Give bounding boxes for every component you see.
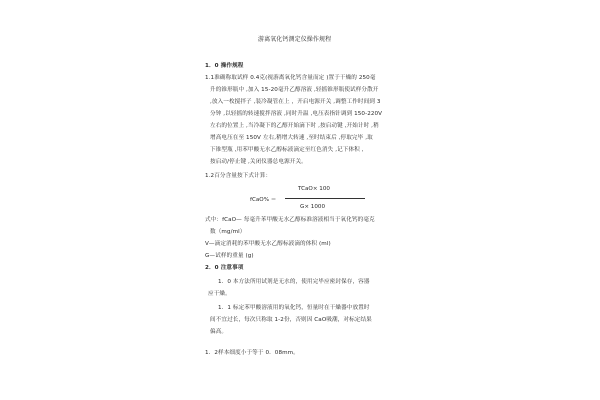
section-1-heading: 1．0 操作规程: [205, 63, 244, 69]
note-line: 间不宜过长，每次只称取 1-2份，否则因 CaO吸潮，对标定结果: [210, 317, 372, 323]
fraction-bar: [285, 198, 365, 199]
section-2-heading: 2．0 注意事项: [205, 265, 244, 271]
formula-intro: 1.2百分含量按下式计算：: [205, 173, 272, 179]
paragraph-line: 分钟 ,以轻摇的转速搅拌溶液 ,同时升温 ,电压表指针调到 150-220V: [210, 111, 383, 117]
paragraph-line: 下锥型瓶 ,用苯甲酸无水乙醇标液滴定至红色消失 ,记下体积 ,: [210, 147, 364, 153]
note-line: 偏高。: [210, 329, 228, 335]
paragraph-line: 1.1准确称取试样 0.4克(视游离氧化钙含量而定 )置于干燥的 250毫: [205, 75, 376, 81]
definition-line: V—滴定消耗的苯甲酸无水乙醇标液滴的体积 (ml): [205, 241, 331, 247]
paragraph-line: ,放入一枚搅拌子 ,装冷凝管在上 ，开启电源开关 ,调整工作时间到 3: [210, 99, 381, 105]
note-line: 1．1 标定苯甲酸溶液用的氧化钙，恒量时在干燥器中放置时: [218, 305, 370, 311]
definition-line: G—试样的重量 (g): [205, 253, 254, 259]
formula-numerator: TCaO× 100: [298, 186, 330, 192]
definition-line: 式中：fCaO— 每毫升苯甲酸无水乙醇标准溶液相当于氧化钙的毫克: [205, 217, 375, 223]
note-line: 1．0 本方法所用试剂是无水的，使用完毕应密封保存，容器: [218, 279, 370, 285]
note-line: 1．2样本细度小于等于 0．08mm。: [205, 350, 299, 356]
definition-line: 数（mg/ml）: [210, 229, 246, 235]
formula-denominator: G× 1000: [300, 204, 326, 210]
document-title: 游离氧化钙测定仪操作规程: [258, 36, 332, 43]
note-line: 应干燥。: [208, 291, 231, 297]
paragraph-line: 按启动/停止键 ,关闭仪器总电源开关。: [210, 159, 307, 165]
paragraph-line: 左右的位置上 ,当冷凝下的乙醇开始滴下时 ,按启动键 ,开始计时 ,稍: [210, 123, 379, 129]
paragraph-line: 增高电压在至 150V 左右,稍增大转速 ,至时结束后 ,停取完毕 ,取: [210, 135, 373, 141]
formula-lhs: fCaO% ＝: [250, 197, 277, 203]
paragraph-line: 升的锥形瓶中 ,加入 15-20毫升乙醇溶液 ,轻摇锥形瓶使试样分散开: [210, 87, 379, 93]
